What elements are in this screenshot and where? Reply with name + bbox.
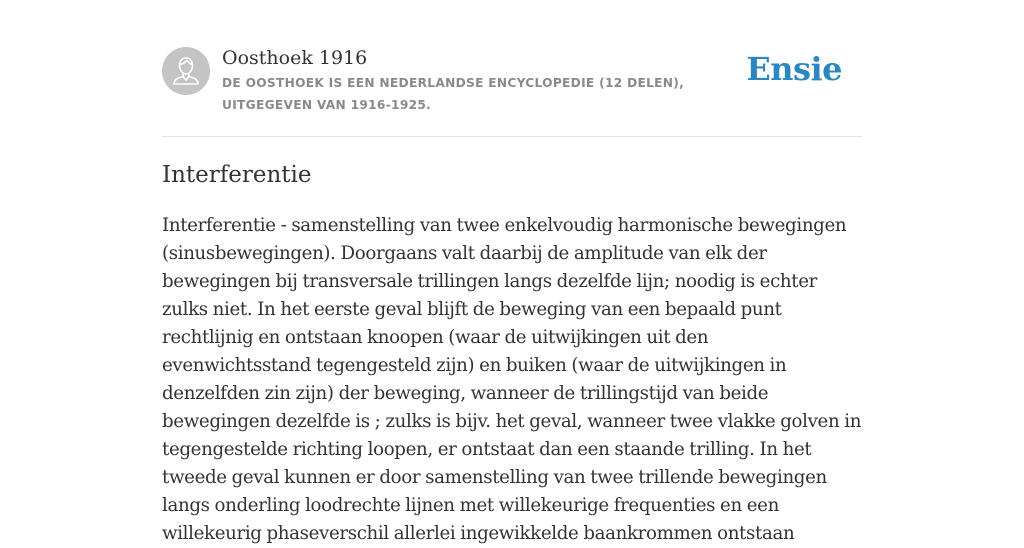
source-header [162,0,862,137]
page-title: Interferentie [162,162,312,188]
ensie-logo[interactable]: Ensie [746,50,842,88]
source-title[interactable]: Oosthoek 1916 [222,47,368,69]
page-container [162,0,862,544]
article-body: Interferentie - samenstelling van twee enkelvoudig harmonische bewegingen (sinusbewegingen). Doorgaans valt daarbij de amplitude van elk der bewegingen bij transversale trillingen langs dezelfde lijn; noodig is echter zulks niet. In het eerste geval blijft de beweging van een bepaald punt rechtlijnig en ontstaan knoopen (waar de uitwijkingen uit den evenwichtsstand tegengesteld zijn) en buiken (waar de uitwijkingen in denzelfden zin zijn) der beweging, wanneer de trillingstijd van beide bewegingen dezelfde is ; zulks is bijv. het geval, wanneer twee vlakke golven in tegengestelde richting loopen, er ontstaat dan een staande trilling. In het tweede geval kunnen er door samenstelling van twee trillende bewegingen langs onderling loodrechte lijnen met willekeurige frequenties en een willekeurig phaseverschil allerlei ingewikkelde baankrommen ontstaan [162,215,862,544]
user-avatar-icon[interactable] [162,47,210,95]
source-description: DE OOSTHOEK IS EEN NEDERLANDSE ENCYCLOPEDIE (12 DELEN), UITGEGEVEN VAN 1916-1925. [222,76,685,112]
